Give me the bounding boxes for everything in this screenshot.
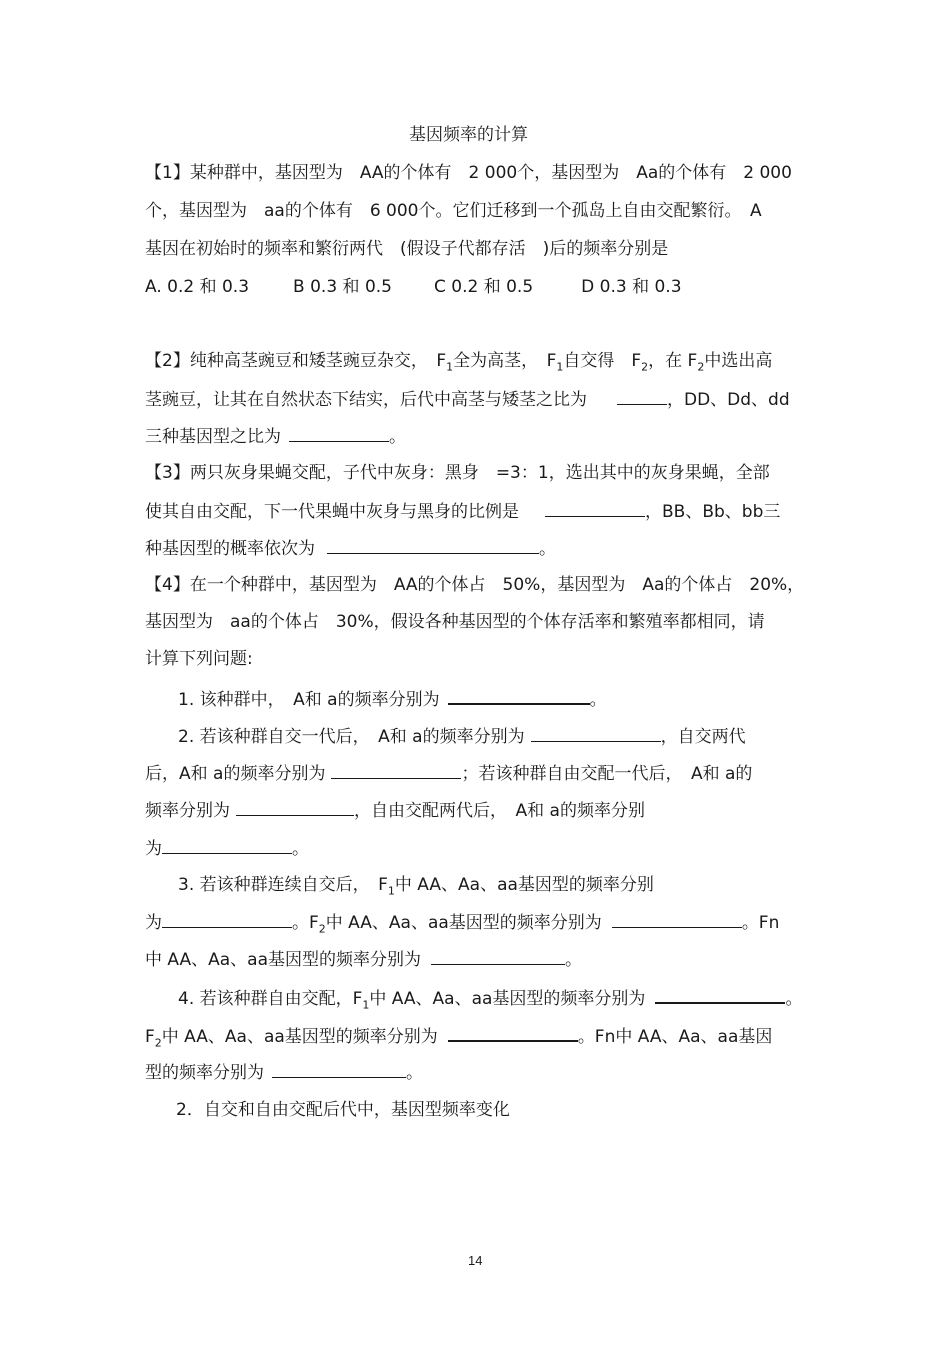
q2-line-2: 茎豌豆，让其在自然状态下结实，后代中高茎与矮茎之比为 ，DD、Dd、dd (145, 390, 790, 410)
q4-sub2-line-4: 为 。 (145, 839, 309, 859)
answer-blank[interactable] (289, 425, 389, 442)
q3-line-2: 使其自由交配，下一代果蝇中灰身与黑身的比例是 ，BB、Bb、bb三 (145, 502, 781, 522)
page-number: 14 (468, 1253, 483, 1268)
option-c: C 0.2 和 0.5 (433, 277, 534, 297)
answer-blank[interactable] (655, 986, 785, 1004)
q2-line-3: 三种基因型之比为 。 (145, 427, 406, 447)
answer-blank[interactable] (162, 911, 292, 928)
option-d: D 0.3 和 0.3 (581, 277, 682, 297)
answer-blank[interactable] (612, 911, 742, 928)
answer-blank[interactable] (531, 725, 661, 742)
q4-sub3-line-2: 为 。$F_2$中 AA、Aa、aa基因型的频率分别为 。Fn (145, 913, 780, 936)
q4-sub4-line-1: 4. 若该种群自由交配，$F_1$中 AA、Aa、aa基因型的频率分别为 。 (178, 986, 802, 1016)
q1-options (145, 276, 682, 298)
q1-line-2: 个，基因型为 aa的个体有 6 000个。它们迁移到一个孤岛上自由交配繁衍。 A (145, 201, 762, 221)
answer-blank[interactable] (327, 537, 539, 554)
q4-line-2: 基因型为 aa的个体占 30%，假设各种基因型的个体存活率和繁殖率都相同，请 (145, 612, 765, 632)
answer-blank[interactable] (617, 388, 667, 405)
q2-line-1: 【2】纯种高茎豌豆和矮茎豌豆杂交， $F_1$全为高茎， $F_1$自交得 $F_2$，在 $F_2$中选出高 (145, 351, 773, 374)
answer-blank[interactable] (331, 762, 461, 779)
option-b: B 0.3 和 0.5 (293, 277, 392, 297)
answer-blank[interactable] (272, 1061, 406, 1078)
q4-line-1: 【4】在一个种群中，基因型为 AA的个体占 50%，基因型为 Aa的个体占 20%， (145, 575, 805, 595)
q4-sub4-line-3: 型的频率分别为 。 (145, 1063, 423, 1083)
q3-line-3: 种基因型的概率依次为 。 (145, 539, 556, 559)
answer-blank[interactable] (545, 500, 645, 517)
page-title: 基因频率的计算 (409, 125, 528, 145)
answer-blank[interactable] (448, 1024, 578, 1042)
q4-sub2-line-1: 2. 若该种群自交一代后， A和 a的频率分别为 ，自交两代 (178, 727, 746, 747)
option-a: A. 0.2 和 0.3 (145, 277, 250, 297)
answer-blank[interactable] (236, 799, 354, 816)
q3-line-1: 【3】两只灰身果蝇交配，子代中灰身：黑身 =3：1，选出其中的灰身果蝇，全部 (145, 463, 770, 483)
answer-blank[interactable] (162, 837, 292, 854)
section-2-heading: 2．自交和自由交配后代中，基因型频率变化 (176, 1100, 510, 1120)
answer-blank[interactable] (431, 948, 565, 965)
q4-sub2-line-3: 频率分别为 ，自由交配两代后， A和 a的频率分别 (145, 801, 645, 821)
q1-line-3: 基因在初始时的频率和繁衍两代 (假设子代都存活 )后的频率分别是 (145, 239, 669, 259)
q4-sub3-line-3: 中 AA、Aa、aa基因型的频率分别为 。 (145, 950, 583, 970)
q4-sub4-line-2: $F_2$中 AA、Aa、aa基因型的频率分别为 。Fn中 AA、Aa、aa基因 (145, 1024, 772, 1054)
answer-blank[interactable] (448, 687, 590, 705)
q1-line-1: 【1】某种群中，基因型为 AA的个体有 2 000个，基因型为 Aa的个体有 2 000 (145, 163, 792, 183)
q4-sub3-line-1: 3. 若该种群连续自交后， $F_1$中 AA、Aa、aa基因型的频率分别 (178, 875, 654, 898)
q4-sub1: 1. 该种群中， A和 a的频率分别为 。 (178, 687, 607, 711)
q4-line-3: 计算下列问题: (145, 649, 253, 669)
q4-sub2-line-2: 后，A和 a的频率分别为 ；若该种群自由交配一代后， A和 a的 (145, 764, 753, 784)
